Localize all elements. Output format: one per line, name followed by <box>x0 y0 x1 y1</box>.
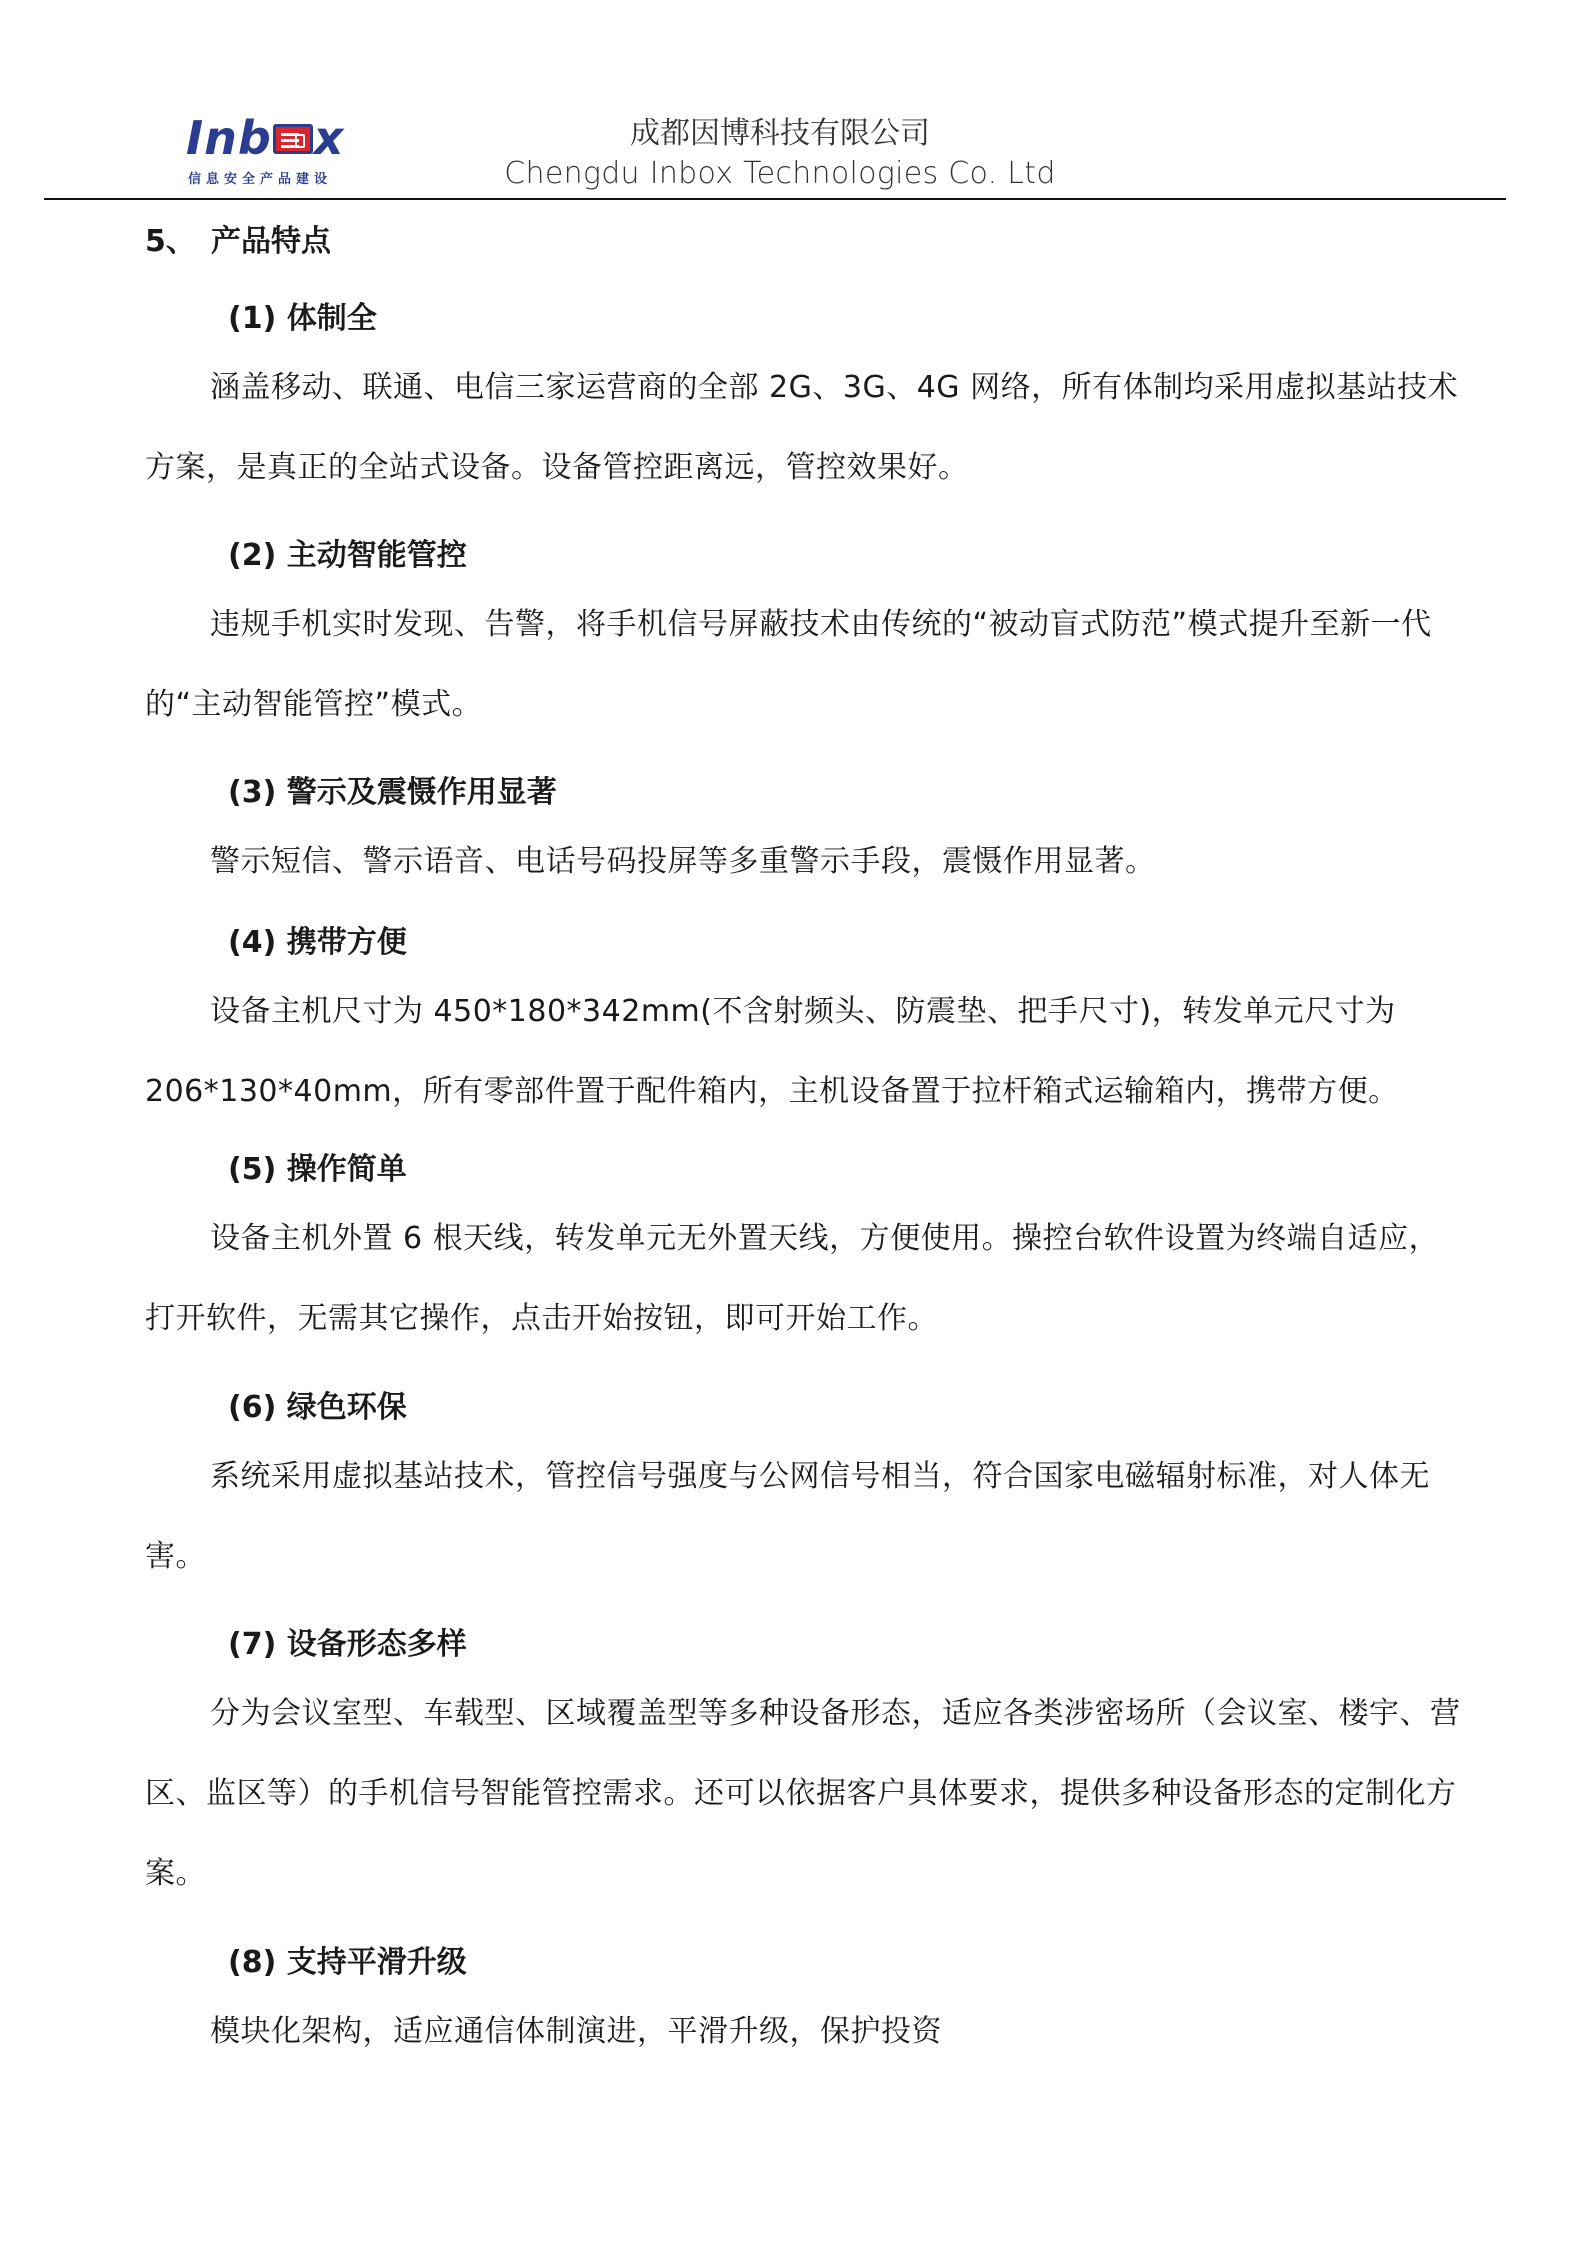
feature-heading: (6) 绿色环保 <box>228 1390 407 1425</box>
section-number: 5、 <box>145 224 196 259</box>
feature-text: 警示短信、警示语音、电话号码投屏等多重警示手段，震慑作用显著。 <box>210 844 1156 879</box>
feature-heading: (2) 主动智能管控 <box>228 538 467 573</box>
feature-text: 设备主机外置 6 根天线，转发单元无外置天线，方便使用。操控台软件设置为终端自适应，打开软件，无需其它操作，点击开始按钮，即可开始工作。 <box>145 1221 1440 1336</box>
feature-heading: (7) 设备形态多样 <box>228 1627 467 1662</box>
section-title-text: 产品特点 <box>211 224 331 259</box>
feature-text: 分为会议室型、车载型、区域覆盖型等多种设备形态，适应各类涉密场所（会议室、楼宇、营区、监区等）的手机信号智能管控需求。还可以依据客户具体要求，提供多种设备形态的定制化方案。 <box>145 1696 1461 1891</box>
feature-heading: (3) 警示及震慑作用显著 <box>228 775 557 810</box>
feature-heading: (5) 操作简单 <box>228 1152 407 1187</box>
company-logo <box>186 110 366 188</box>
company-name-cn: 成都因博科技有限公司 <box>630 116 930 151</box>
logo-wordmark: Inb x <box>186 111 345 165</box>
feature-text: 系统采用虚拟基站技术，管控信号强度与公网信号相当，符合国家电磁辐射标准，对人体无害。 <box>145 1459 1430 1574</box>
logo-tagline: 信息安全产品建设 <box>188 172 333 187</box>
logo-box-icon <box>273 124 313 154</box>
feature-text: 违规手机实时发现、告警，将手机信号屏蔽技术由传统的“被动盲式防范”模式提升至新一代的“主动智能管控”模式。 <box>145 607 1432 722</box>
feature-text: 设备主机尺寸为 450*180*342mm(不含射频头、防震垫、把手尺寸)，转发单元尺寸为 206*130*40mm，所有零部件置于配件箱内，主机设备置于拉杆箱式运输箱内，携带方便。 <box>145 994 1399 1109</box>
company-name-en: Chengdu Inbox Technologies Co. Ltd <box>504 156 1056 191</box>
feature-heading: (4) 携带方便 <box>228 925 407 960</box>
feature-heading: (8) 支持平滑升级 <box>228 1945 467 1980</box>
header-divider <box>44 198 1506 200</box>
section-title <box>145 216 331 260</box>
feature-text: 涵盖移动、联通、电信三家运营商的全部 2G、3G、4G 网络，所有体制均采用虚拟基站技术方案，是真正的全站式设备。设备管控距离远，管控效果好。 <box>145 370 1459 485</box>
feature-text: 模块化架构，适应通信体制演进，平滑升级，保护投资 <box>210 2014 942 2049</box>
feature-heading: (1) 体制全 <box>228 301 377 336</box>
